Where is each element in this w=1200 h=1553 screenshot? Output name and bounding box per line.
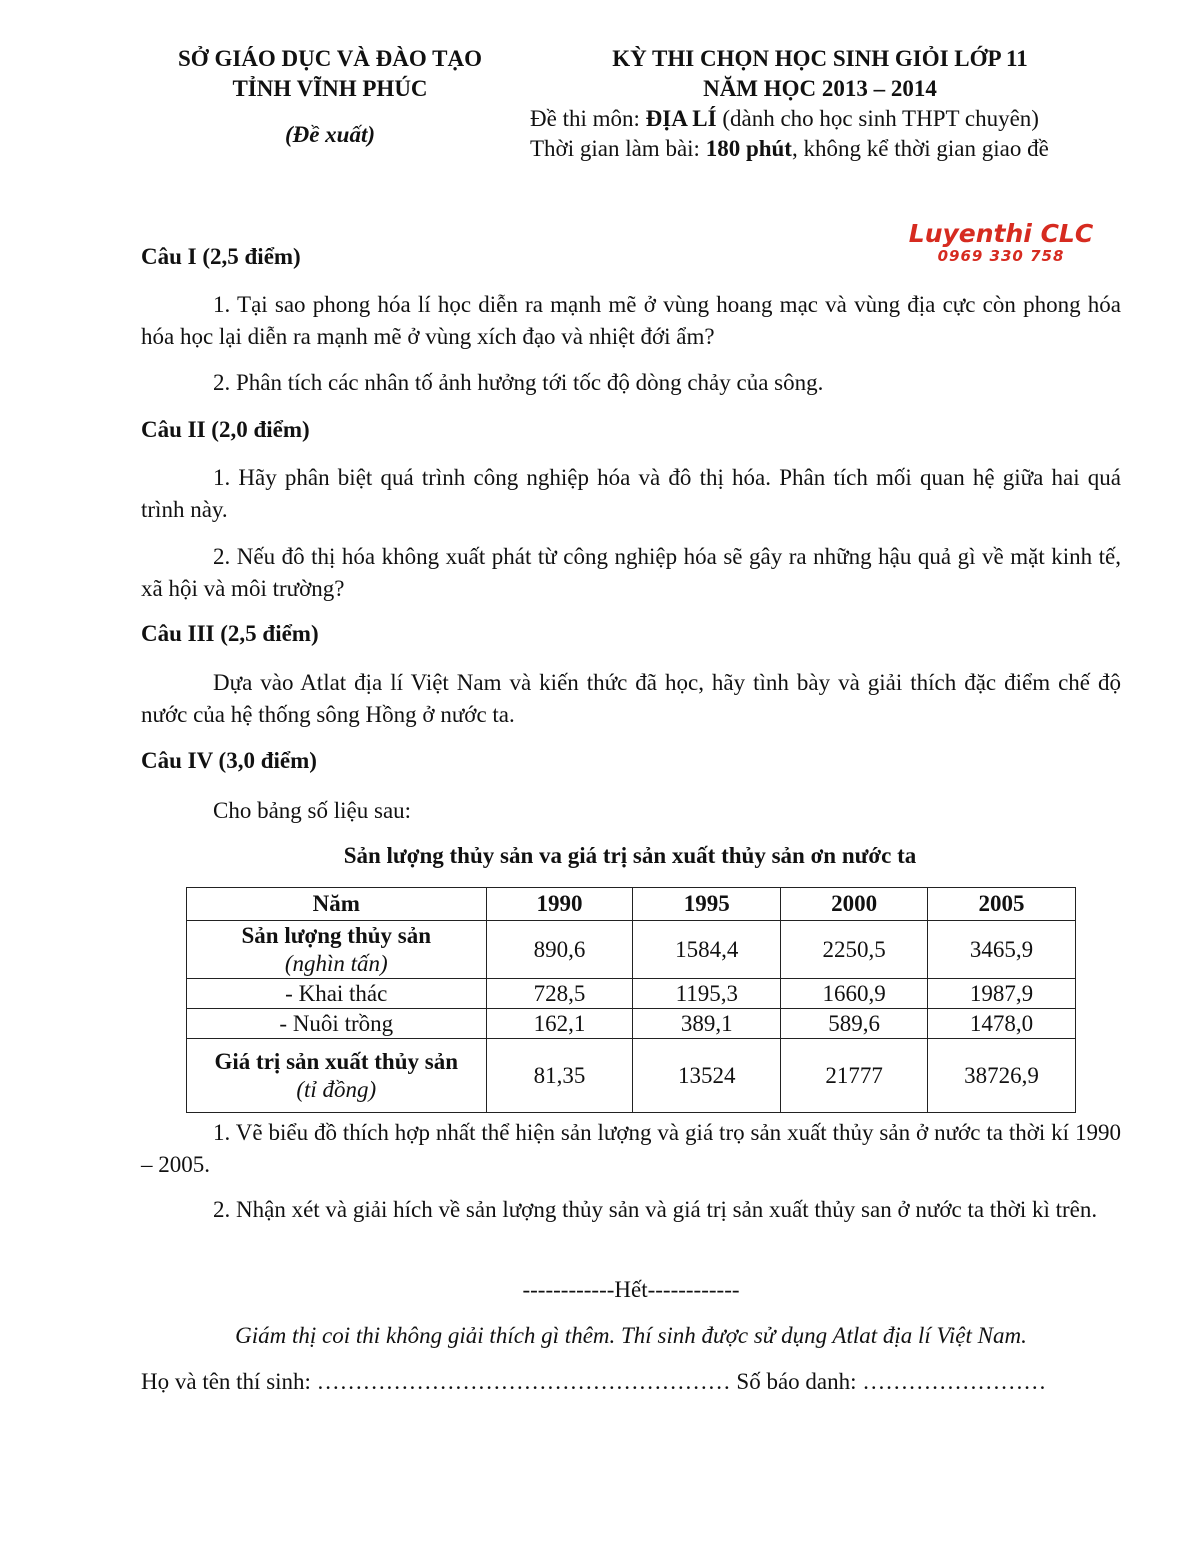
row-label: Sản lượng thủy sản (241, 922, 432, 948)
table-cell: 1987,9 (928, 979, 1076, 1009)
header-right (530, 44, 1130, 164)
table-cell: 2250,5 (781, 921, 928, 979)
question-1-title: Câu I (2,5 điểm) (141, 244, 301, 269)
header-left (140, 44, 520, 150)
table-cell: 81,35 (486, 1039, 633, 1113)
table-cell: 38726,9 (928, 1039, 1076, 1113)
row-unit: (nghìn tấn) (284, 950, 388, 976)
row-label: Giá trị sản xuất thủy sản (214, 1048, 458, 1074)
exam-title: KỲ THI CHỌN HỌC SINH GIỎI LỚP 11 (612, 46, 1028, 71)
question-4-title: Câu IV (3,0 điểm) (141, 748, 317, 773)
table-row (187, 979, 1076, 1009)
department-name: SỞ GIÁO DỤC VÀ ĐÀO TẠO (178, 46, 482, 71)
school-year: NĂM HỌC 2013 – 2014 (703, 76, 937, 101)
proctor-note: Giám thị coi thi không giải thích gì thêm. Thí sinh được sử dụng Atlat địa lí Việt Nam. (235, 1323, 1027, 1348)
table-cell: 1584,4 (633, 921, 781, 979)
question-2-part-1: 1. Hãy phân biệt quá trình công nghiệp hóa và đô thị hóa. Phân tích mối quan hệ giữa hai quá trình này. (141, 465, 1121, 522)
data-table (186, 887, 1076, 1113)
question-2-title: Câu II (2,0 điểm) (141, 417, 310, 442)
table-cell: 1478,0 (928, 1009, 1076, 1039)
table-header-cell: 2005 (928, 888, 1076, 921)
table-row (187, 921, 1076, 979)
question-1-part-1: 1. Tại sao phong hóa lí học diễn ra mạnh mẽ ở vùng hoang mạc và vùng địa cực còn phong hóa hóa học lại diễn ra mạnh mẽ ở vùng xích đạo và nhiệt đới ẩm? (141, 292, 1121, 349)
brand-phone: 0969 330 758 (937, 247, 1065, 265)
question-3-part-1: Dựa vào Atlat địa lí Việt Nam và kiến thức đã học, hãy tình bày và giải thích đặc điểm chế độ nước của hệ thống sông Hồng ở nước ta. (141, 670, 1121, 727)
table-header-cell: 1990 (486, 888, 633, 921)
time-value: 180 phút (705, 136, 792, 161)
question-4-part-2: 2. Nhận xét và giải hích về sản lượng thủy sản và giá trị sản xuất thủy san ở nước ta thời kì trên. (213, 1197, 1098, 1222)
time-line: Thời gian làm bài: 180 phút, không kể thời gian giao đề (530, 136, 1049, 161)
table-header-row (187, 888, 1076, 921)
table-row (187, 1039, 1076, 1113)
subject-line: Đề thi môn: ĐỊA LÍ (dành cho học sinh THPT chuyên) (530, 106, 1039, 131)
row-unit: (tỉ đồng) (296, 1076, 377, 1102)
end-mark: ------------Hết------------ (522, 1277, 740, 1302)
table-cell: 389,1 (633, 1009, 781, 1039)
table-header-cell: Năm (187, 888, 487, 921)
province-name: TỈNH VĨNH PHÚC (232, 76, 428, 101)
question-4-intro: Cho bảng số liệu sau: (213, 798, 412, 823)
question-4-part-1: 1. Vẽ biểu đồ thích hợp nhất thể hiện sản lượng và giá trọ sản xuất thủy sản ở nước ta thời kí 1990 – 2005. (141, 1120, 1121, 1177)
table-cell: 162,1 (486, 1009, 633, 1039)
row-label-cell (187, 921, 487, 979)
table-cell: 3465,9 (928, 921, 1076, 979)
row-label-cell: - Khai thác (187, 979, 487, 1009)
table-row (187, 1009, 1076, 1039)
table-header-cell: 1995 (633, 888, 781, 921)
brand-watermark-logo (886, 220, 1116, 264)
table-title: Sản lượng thủy sản va giá trị sản xuất thủy sản ơn nước ta (343, 843, 917, 868)
question-3-title: Câu III (2,5 điểm) (141, 621, 319, 646)
table-cell: 21777 (781, 1039, 928, 1113)
table-cell: 1195,3 (633, 979, 781, 1009)
table-cell: 1660,9 (781, 979, 928, 1009)
row-label-cell (187, 1039, 487, 1113)
question-1-part-2: 2. Phân tích các nhân tố ảnh hưởng tới tốc độ dòng chảy của sông. (213, 370, 824, 395)
subject-name: ĐỊA LÍ (645, 106, 717, 131)
table-header-cell: 2000 (781, 888, 928, 921)
table-cell: 728,5 (486, 979, 633, 1009)
table-cell: 890,6 (486, 921, 633, 979)
proposal-note: (Đề xuất) (284, 122, 376, 147)
table-cell: 589,6 (781, 1009, 928, 1039)
brand-name: Luyenthi CLC (908, 219, 1094, 248)
row-label-cell: - Nuôi trồng (187, 1009, 487, 1039)
question-2-part-2: 2. Nếu đô thị hóa không xuất phát từ công nghiệp hóa sẽ gây ra những hậu quả gì về mặt kinh tế, xã hội và môi trường? (141, 544, 1121, 601)
table-cell: 13524 (633, 1039, 781, 1113)
candidate-info-line: Họ và tên thí sinh: ……………………………………………… Số báo danh: …………………… (141, 1369, 1047, 1394)
